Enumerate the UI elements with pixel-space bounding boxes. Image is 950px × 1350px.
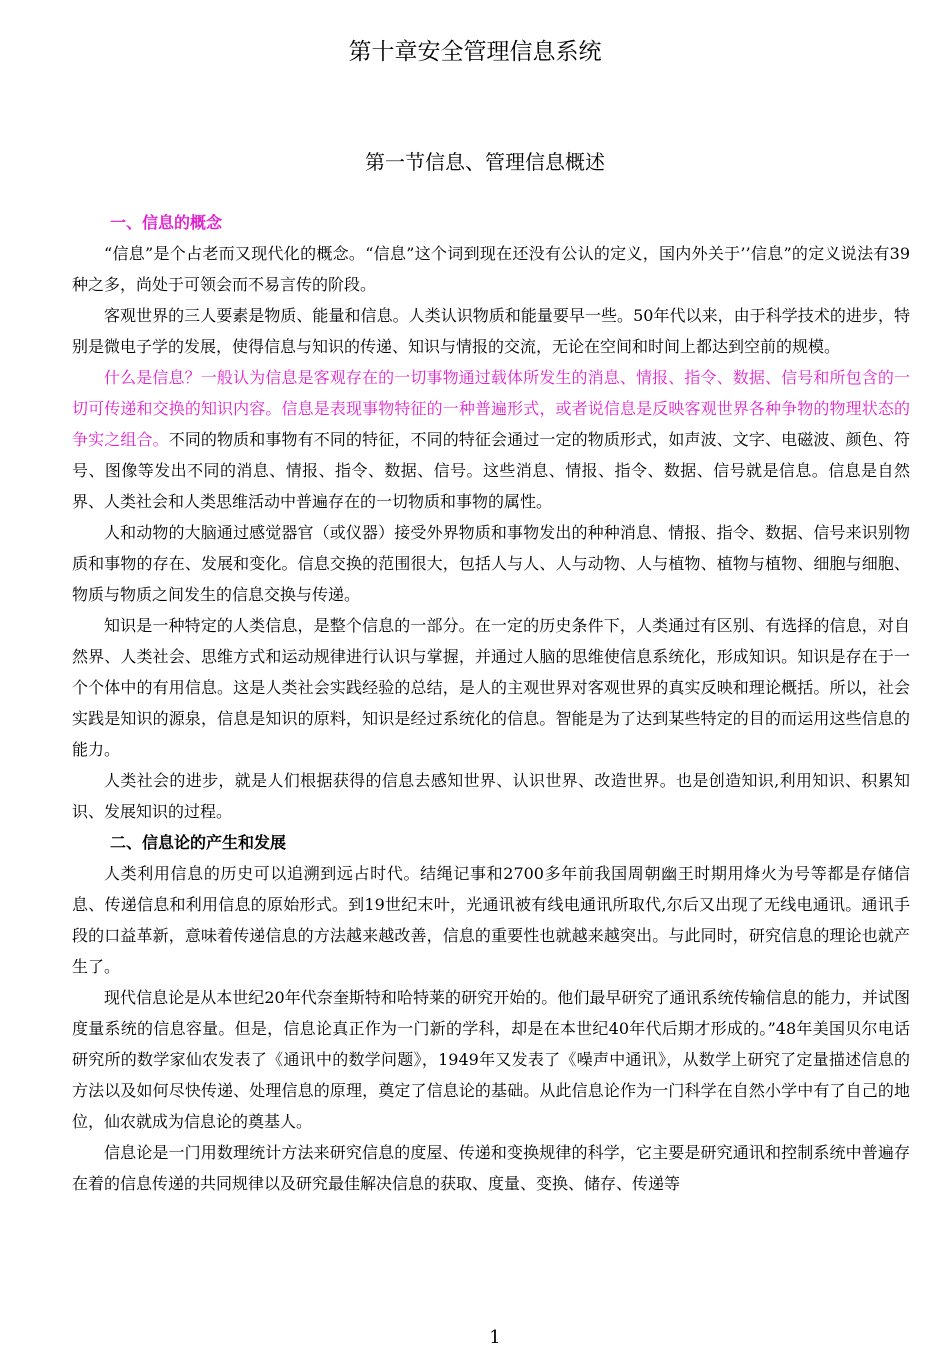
paragraph-3-rest: 不同的物质和事物有不同的特征，不同的特征会通过一定的物质形式，如声波、文字、电磁波、颜色、符号、图像等发出不同的消息、情报、指令、数据、信号。这些消息、情报、指令、数据、信号就是信息。信息是自然界、人类社会和人类思维活动中普遍存在的一切物质和事物的属性。 (72, 430, 910, 511)
paragraph-4: 人和动物的大脑通过感觉器官（或仪器）接受外界物质和事物发出的种种消息、情报、指令、数据、信号来识别物质和事物的存在、发展和变化。信息交换的范围很大，包括人与人、人与动物、人与植物、植物与植物、细胞与细胞、物质与物质之间发生的信息交换与传递。 (72, 523, 910, 604)
paragraph-3 (72, 362, 910, 517)
paragraph-8: 现代信息论是从本世纪20年代奈奎斯特和哈特莱的研究开始的。他们最早研究了通讯系统传输信息的能力，并试图度量系统的信息容量。但是，信息论真正作为一门新的学科，却是在本世纪40年代后期才形成的。”48年美国贝尔电话研究所的数学家仙农发表了《通讯中的数学问题》，1949年又发表了《噪声中通讯》，从数学上研究了定量描述信息的方法以及如何尽快传递、处理信息的原理，奠定了信息论的基础。从此信息论作为一门科学在自然小学中有了自己的地位，仙农就成为信息论的奠基人。 (72, 988, 910, 1131)
paragraph-7: 人类利用信息的历史可以追溯到远占时代。结绳记事和2700多年前我国周朝幽王时期用烽火为号等都是存储信息、传递信息和利用信息的原始形式。到19世纪末叶，光通讯被有线电通讯所取代,尔后又出现了无线电通讯。通讯手段的口益革新，意味着传递信息的方法越来越改善，信息的重要性也就越来越突出。与此同时，研究信息的理论也就产生了。 (72, 864, 910, 976)
body-text (72, 207, 910, 1199)
section-title: 第一节信息、管理信息概述 (365, 150, 605, 174)
page-number: 1 (489, 1327, 501, 1348)
paragraph-6: 人类社会的进步，就是人们根据获得的信息去感知世界、认识世界、改造世界。也是创造知识,利用知识、积累知识、发展知识的过程。 (72, 771, 910, 821)
chapter-title: 第十章安全管理信息系统 (348, 39, 602, 65)
paragraph-2: 客观世界的三人要素是物质、能量和信息。人类认识物质和能量要早一些。50年代以来，由于科学技术的进步，特别是微电子学的发展，使得信息与知识的传递、知识与情报的交流，无论在空间和时间上都达到空前的规模。 (72, 306, 910, 356)
paragraph-3-highlight: 什么是信息？一般认为信息是客观存在的一切事物通过载体所发生的消息、情报、指令、数据、信号和所包含的一切可传递和交换的知识内容。信息是表现事物特征的一种普遍形式，或者说信息是反映客观世界各种争物的物理状态的争实之组合。 (72, 368, 910, 449)
heading-information-theory: 二、信息论的产生和发展 (110, 833, 287, 852)
paragraph-1: “信息”是个占老而又现代化的概念。“信息”这个词到现在还没有公认的定义，国内外关于’’信息”的定义说法有39种之多，尚处于可领会而不易言传的阶段。 (72, 244, 910, 294)
paragraph-5: 知识是一种特定的人类信息，是整个信息的一部分。在一定的历史条件下，人类通过有区别、有选择的信息，对自然界、人类社会、思维方式和运动规律进行认识与掌握，并通过人脑的思维使信息系统化，形成知识。知识是存在于一个个体中的有用信息。这是人类社会实践经验的总结，是人的主观世界对客观世界的真实反映和理论概括。所以，社会实践是知识的源泉，信息是知识的原料，知识是经过系统化的信息。智能是为了达到某些特定的目的而运用这些信息的能力。 (72, 616, 910, 759)
paragraph-9: 信息论是一门用数理统计方法来研究信息的度屋、传递和变换规律的科学，它主要是研究通讯和控制系统中普遍存在着的信息传递的共同规律以及研究最佳解决信息的获取、度量、变换、储存、传递等 (72, 1143, 910, 1193)
heading-information-concept: 一、信息的概念 (110, 213, 223, 232)
